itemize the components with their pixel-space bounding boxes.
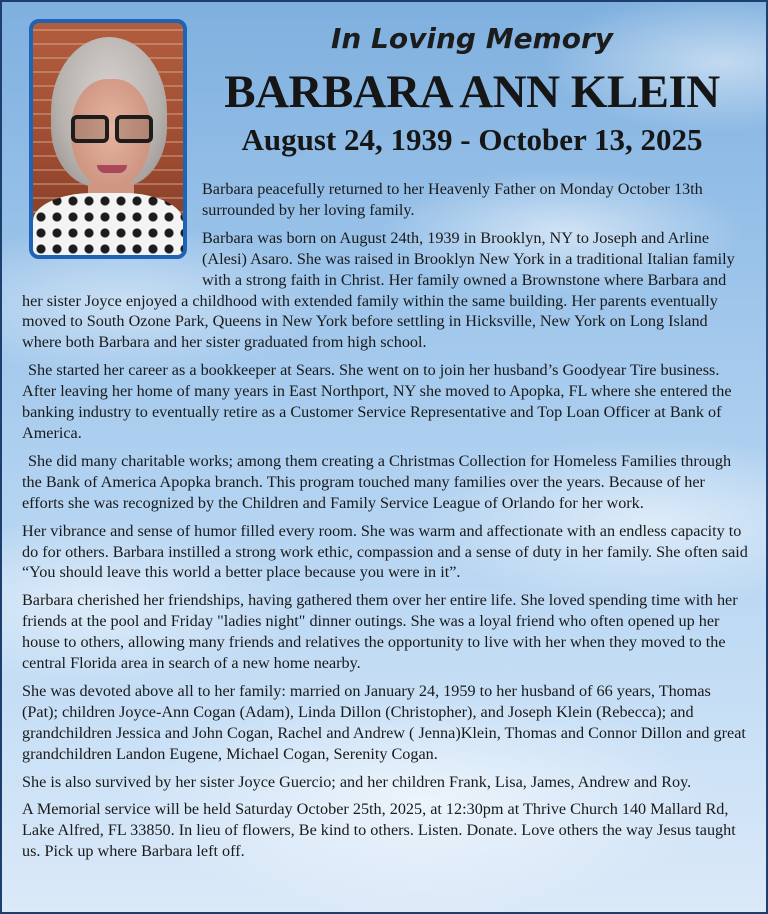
paragraph-friendships: Barbara cherished her friendships, having gathered them over her entire life. She loved spending time with her friends at the pool and Friday "ladies night" dinner outings. She was a loyal friend who often opened up her house to others, allowing many friends and relatives the opportunity to live with her when they moved to the central Florida area in search of a new home nearby. [22,591,738,673]
paragraph-career: She started her career as a bookkeeper at Sears. She went on to join her husband’s Goodyear Tire business. After leaving her home of many years in East Northport, NY she moved to Apopka, FL where she entered the banking industry to eventually retire as a Customer Service Representative and Top Loan Officer at Bank of America. [22,361,732,442]
paragraph-early-life: Barbara was born on August 24th, 1939 in Brooklyn, NY to Joseph and Arline (Alesi) Asaro. She was raised in Brooklyn New York in a traditional Italian family with a strong faith in Christ. Her family owned a Brownstone where Barbara and her sister Joyce enjoyed a childhood with extended family within the same building. Her parents eventually moved to South Ozone Park, Queens in New York before settling in Hicksville, New York on Long Island where both Barbara and her sister graduated from high school. [22,228,735,352]
paragraph-survived-by: She is also survived by her sister Joyce Guercio; and her children Frank, Lisa, James, Andrew and Roy. [22,772,692,791]
glasses-right-lens [115,115,153,143]
life-dates: August 24, 1939 - October 13, 2025 [241,122,703,157]
memorial-tagline: In Loving Memory [330,22,614,55]
paragraph-family: She was devoted above all to her family: married on January 24, 1959 to her husband of 66 years, Thomas (Pat); children Joyce-Ann Cogan (Adam), Linda Dillon (Christopher), and Joseph Klein (Rebecca); and grandchildren Jessica and John Cogan, Rachel and Andrew ( Jenna)Klein, Thomas and Connor Dillon and great grandchildren Landon Eugene, Michael Cogan, Serenity Cogan. [22,681,746,763]
obituary-text [22,179,750,869]
glasses-left-lens [71,115,109,143]
deceased-name: BARBARA ANN KLEIN [224,66,720,118]
photo-wrap-spacer [22,179,202,273]
paragraph-passing: Barbara peacefully returned to her Heavenly Father on Monday October 13th surrounded by her loving family. [202,180,703,219]
paragraph-character: Her vibrance and sense of humor filled every room. She was warm and affectionate with an endless capacity to do for others. Barbara instilled a strong work ethic, compassion and a sense of duty in her family. She often said “You should leave this world a better place because you were in it”. [22,521,748,582]
paragraph-charity: She did many charitable works; among them creating a Christmas Collection for Homeless Families through the Bank of America Apopka branch. This program touched many families over the years. Because of her efforts she was recognized by the Children and Family Service League of Orlando for her work. [22,451,732,512]
mouth-shape [97,165,127,173]
paragraph-memorial-service: A Memorial service will be held Saturday October 25th, 2025, at 12:30pm at Thrive Church 140 Mallard Rd, Lake Alfred, FL 33850. In lieu of flowers, Be kind to others. Listen. Donate. Love others the way Jesus taught us. Pick up where Barbara left off. [22,800,736,861]
